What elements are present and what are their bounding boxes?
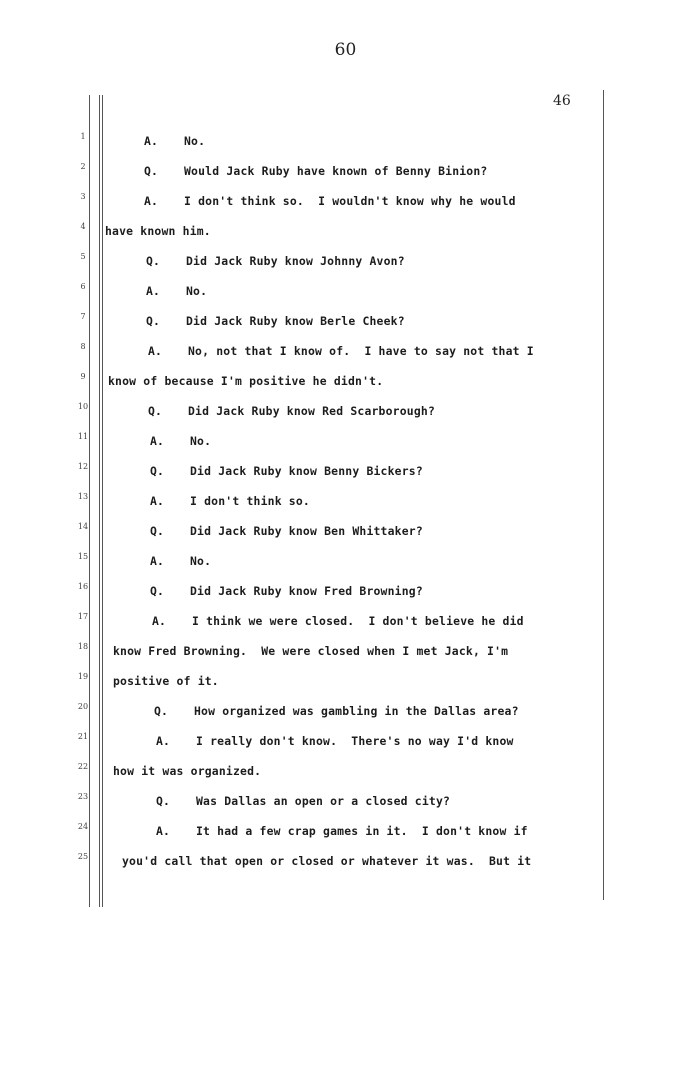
- left-margin-rule-inner-b: [102, 95, 103, 907]
- transcript-line: [148, 404, 435, 418]
- line-text: I really don't know. There's no way I'd know: [196, 734, 514, 748]
- line-number: 6: [80, 282, 86, 291]
- line-text: Did Jack Ruby know Fred Browning?: [190, 584, 423, 598]
- line-number: 8: [80, 342, 86, 351]
- line-number: 21: [77, 732, 89, 741]
- speaker-label: A.: [148, 344, 163, 358]
- right-margin-rule: [603, 90, 604, 900]
- line-number: 17: [77, 612, 89, 621]
- line-text: Would Jack Ruby have known of Benny Binion?: [184, 164, 488, 178]
- transcript-line: [144, 194, 516, 208]
- transcript-line: [108, 374, 383, 388]
- line-text: I think we were closed. I don't believe he did: [192, 614, 524, 628]
- speaker-label: A.: [150, 434, 165, 448]
- line-text: No.: [184, 134, 206, 148]
- transcript-line: [150, 464, 423, 478]
- transcript-line: [150, 584, 423, 598]
- speaker-label: Q.: [146, 254, 161, 268]
- transcript-line: [113, 764, 261, 778]
- speaker-label: A.: [144, 134, 159, 148]
- exhibit-page-number: 60: [334, 40, 357, 60]
- line-text: how it was organized.: [113, 764, 262, 778]
- transcript-page-number: 46: [553, 93, 571, 109]
- line-number: 15: [77, 552, 89, 561]
- line-number: 11: [77, 432, 89, 441]
- transcript-line: [113, 644, 508, 658]
- line-text: No.: [190, 554, 212, 568]
- line-text: Did Jack Ruby know Johnny Avon?: [186, 254, 405, 268]
- transcript-line: [150, 524, 423, 538]
- line-text: I don't think so.: [190, 494, 310, 508]
- speaker-label: Q.: [156, 794, 171, 808]
- transcript-line: [122, 854, 531, 868]
- speaker-label: Q.: [150, 464, 165, 478]
- speaker-label: A.: [150, 554, 165, 568]
- speaker-label: Q.: [148, 404, 163, 418]
- line-text: you'd call that open or closed or whatever it was. But it: [122, 854, 532, 868]
- line-number: 10: [77, 402, 89, 411]
- line-number: 16: [77, 582, 89, 591]
- transcript-line: [148, 344, 534, 358]
- transcript-line: [113, 674, 219, 688]
- speaker-label: A.: [150, 494, 165, 508]
- line-number: 19: [77, 672, 89, 681]
- transcript-line: [144, 134, 205, 148]
- line-text: Did Jack Ruby know Red Scarborough?: [188, 404, 436, 418]
- speaker-label: Q.: [146, 314, 161, 328]
- line-text: know of because I'm positive he didn't.: [108, 374, 384, 388]
- line-number: 12: [77, 462, 89, 471]
- transcript-line: [105, 224, 211, 238]
- transcript-line: [146, 314, 405, 328]
- speaker-label: Q.: [154, 704, 169, 718]
- line-text: Was Dallas an open or a closed city?: [196, 794, 451, 808]
- line-number: 25: [77, 852, 89, 861]
- line-number: 2: [80, 162, 86, 171]
- speaker-label: Q.: [150, 524, 165, 538]
- speaker-label: A.: [156, 734, 171, 748]
- line-number: 4: [80, 222, 86, 231]
- transcript-line: [146, 254, 405, 268]
- transcript-line: [156, 824, 528, 838]
- line-number: 18: [77, 642, 89, 651]
- speaker-label: Q.: [150, 584, 165, 598]
- line-text: No.: [186, 284, 208, 298]
- line-text: positive of it.: [113, 674, 219, 688]
- transcript-line: [152, 614, 524, 628]
- line-text: No.: [190, 434, 212, 448]
- line-number: 23: [77, 792, 89, 801]
- line-number: 24: [77, 822, 89, 831]
- speaker-label: A.: [156, 824, 171, 838]
- left-margin-rule-inner-a: [99, 95, 100, 907]
- line-number: 14: [77, 522, 89, 531]
- line-number: 7: [80, 312, 86, 321]
- transcript-line: [154, 704, 519, 718]
- line-text: Did Jack Ruby know Ben Whittaker?: [190, 524, 423, 538]
- transcript-line: [150, 434, 211, 448]
- line-text: have known him.: [105, 224, 211, 238]
- line-text: No, not that I know of. I have to say not that I: [188, 344, 534, 358]
- speaker-label: A.: [144, 194, 159, 208]
- speaker-label: A.: [152, 614, 167, 628]
- transcript-line: [144, 164, 487, 178]
- transcript-line: [150, 554, 211, 568]
- line-number: 3: [80, 192, 86, 201]
- line-text: How organized was gambling in the Dallas area?: [194, 704, 519, 718]
- transcript-line: [146, 284, 207, 298]
- line-text: It had a few crap games in it. I don't know if: [196, 824, 528, 838]
- line-number: 1: [80, 132, 86, 141]
- line-number: 20: [77, 702, 89, 711]
- speaker-label: Q.: [144, 164, 159, 178]
- line-text: Did Jack Ruby know Benny Bickers?: [190, 464, 423, 478]
- speaker-label: A.: [146, 284, 161, 298]
- transcript-line: [156, 734, 514, 748]
- transcript-line: [150, 494, 310, 508]
- left-margin-rule-outer: [89, 95, 90, 907]
- transcript-line: [156, 794, 450, 808]
- line-number: 22: [77, 762, 89, 771]
- line-text: know Fred Browning. We were closed when I met Jack, I'm: [113, 644, 509, 658]
- line-text: Did Jack Ruby know Berle Cheek?: [186, 314, 405, 328]
- line-text: I don't think so. I wouldn't know why he would: [184, 194, 516, 208]
- line-number: 9: [80, 372, 86, 381]
- line-number: 13: [77, 492, 89, 501]
- line-number: 5: [80, 252, 86, 261]
